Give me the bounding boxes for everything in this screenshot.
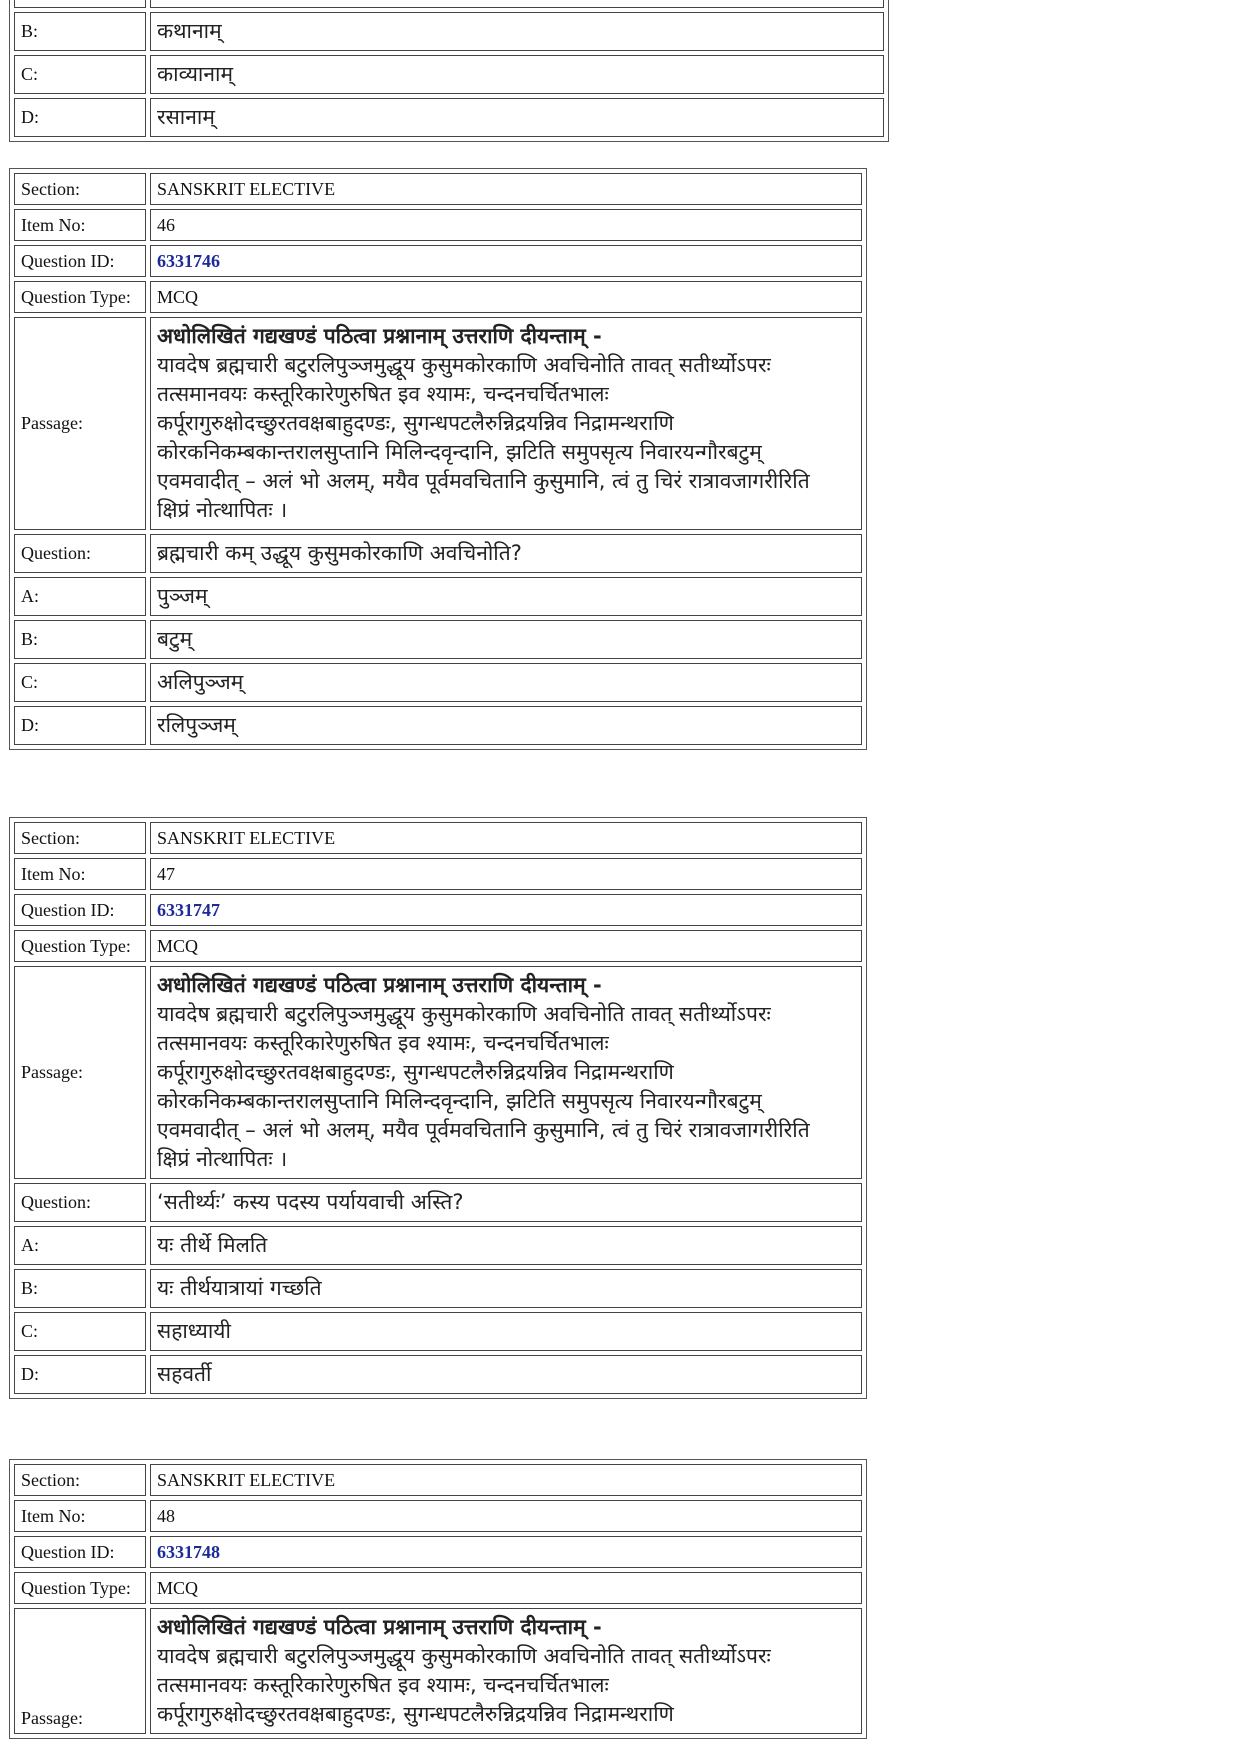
table-row: [14, 577, 862, 616]
section-label: Section:: [14, 1464, 146, 1496]
table-row: [14, 822, 862, 854]
option-b-label: B:: [14, 620, 146, 659]
table-row: [14, 706, 862, 745]
table-row: [14, 317, 862, 530]
question-label: Question:: [14, 534, 146, 573]
option-d-label: D:: [14, 1355, 146, 1394]
question-id-value: 6331747: [150, 894, 862, 926]
table-row: [14, 1183, 862, 1222]
table-row: [14, 1269, 862, 1308]
option-a-label: A:: [14, 577, 146, 616]
table-row: [14, 1500, 862, 1532]
passage-text: [150, 966, 862, 1179]
table-row: [14, 620, 862, 659]
question-id-label: Question ID:: [14, 1536, 146, 1568]
table-row: [14, 0, 884, 8]
option-a-label: A:: [14, 1226, 146, 1265]
table-row: [14, 12, 884, 51]
table-row: [14, 1355, 862, 1394]
table-row: [14, 663, 862, 702]
option-d-text: रसानाम्: [150, 98, 884, 137]
option-b-label: B:: [14, 1269, 146, 1308]
option-b-text: कथानाम्: [150, 12, 884, 51]
question-id-value: 6331748: [150, 1536, 862, 1568]
question-id-value: 6331746: [150, 245, 862, 277]
option-a-text: यः तीर्थे मिलति: [150, 1226, 862, 1265]
passage-instruction: अधोलिखितं गद्यखण्डं पठित्वा प्रश्नानाम् उत्तराणि दीयन्ताम् -: [157, 973, 602, 997]
option-b-label: B:: [14, 12, 146, 51]
passage-body: यावदेष ब्रह्मचारी बटुरलिपुञ्जमुद्धूय कुसुमकोरकाणि अवचिनोति तावत् सतीर्थ्योऽपरः तत्समानवयः कस्तूरिकारेणुरुषित इव श्यामः, चन्दनचर्चितभालः कर्पूरागुरुक्षोदच्छुरतवक्षबाहुदण्डः, सुगन्धपटलैरुन्निद्रयन्निव निद्रामन्थराणि कोरकनिकम्बकान्तरालसुप्तानि मिलिन्दवृन्दानि, झटिति समुपसृत्य निवारयन्गौरबटुम् एवमवादीत् – अलं भो अलम्, मयैव पूर्वमवचितानि कुसुमानि, त्वं तु चिरं रात्रावजागरीरिति क्षिप्रं नोत्थापितः ।: [157, 353, 810, 522]
field-label: [14, 0, 146, 8]
table-row: [14, 894, 862, 926]
option-b-text: यः तीर्थयात्रायां गच्छति: [150, 1269, 862, 1308]
option-c-text: काव्यानाम्: [150, 55, 884, 94]
option-c-text: सहाध्यायी: [150, 1312, 862, 1351]
table-row: [14, 55, 884, 94]
question-label: Question:: [14, 1183, 146, 1222]
option-c-label: C:: [14, 663, 146, 702]
option-d-label: D:: [14, 98, 146, 137]
table-row: [14, 534, 862, 573]
table-row: [14, 1536, 862, 1568]
option-d-text: रलिपुञ्जम्: [150, 706, 862, 745]
table-row: [14, 1572, 862, 1604]
table-row: [14, 966, 862, 1179]
passage-label: Passage:: [14, 966, 146, 1179]
option-d-label: D:: [14, 706, 146, 745]
option-d-text: सहवर्ती: [150, 1355, 862, 1394]
passage-text: [150, 317, 862, 530]
question-id-label: Question ID:: [14, 894, 146, 926]
table-row: [14, 98, 884, 137]
table-row: [14, 245, 862, 277]
table-row: [14, 930, 862, 962]
passage-label: Passage:: [14, 1608, 146, 1734]
field-value: [150, 0, 884, 8]
passage-instruction: अधोलिखितं गद्यखण्डं पठित्वा प्रश्नानाम् उत्तराणि दीयन्ताम् -: [157, 324, 602, 348]
item-no-label: Item No:: [14, 1500, 146, 1532]
question-table-prev: [9, 0, 889, 142]
option-b-text: बटुम्: [150, 620, 862, 659]
item-no-label: Item No:: [14, 858, 146, 890]
passage-label: Passage:: [14, 317, 146, 530]
table-row: [14, 858, 862, 890]
passage-text: [150, 1608, 862, 1734]
passage-instruction: अधोलिखितं गद्यखण्डं पठित्वा प्रश्नानाम् उत्तराणि दीयन्ताम् -: [157, 1615, 602, 1639]
question-type-value: MCQ: [150, 930, 862, 962]
passage-body: यावदेष ब्रह्मचारी बटुरलिपुञ्जमुद्धूय कुसुमकोरकाणि अवचिनोति तावत् सतीर्थ्योऽपरः तत्समानवयः कस्तूरिकारेणुरुषित इव श्यामः, चन्दनचर्चितभालः कर्पूरागुरुक्षोदच्छुरतवक्षबाहुदण्डः, सुगन्धपटलैरुन्निद्रयन्निव निद्रामन्थराणि: [157, 1644, 771, 1726]
table-row: [14, 1312, 862, 1351]
option-c-label: C:: [14, 55, 146, 94]
passage-body: यावदेष ब्रह्मचारी बटुरलिपुञ्जमुद्धूय कुसुमकोरकाणि अवचिनोति तावत् सतीर्थ्योऽपरः तत्समानवयः कस्तूरिकारेणुरुषित इव श्यामः, चन्दनचर्चितभालः कर्पूरागुरुक्षोदच्छुरतवक्षबाहुदण्डः, सुगन्धपटलैरुन्निद्रयन्निव निद्रामन्थराणि कोरकनिकम्बकान्तरालसुप्तानि मिलिन्दवृन्दानि, झटिति समुपसृत्य निवारयन्गौरबटुम् एवमवादीत् – अलं भो अलम्, मयैव पूर्वमवचितानि कुसुमानि, त्वं तु चिरं रात्रावजागरीरिति क्षिप्रं नोत्थापितः ।: [157, 1002, 810, 1171]
question-table-48: [9, 1459, 867, 1739]
item-no-value: 48: [150, 1500, 862, 1532]
option-c-label: C:: [14, 1312, 146, 1351]
option-a-text: पुञ्जम्: [150, 577, 862, 616]
table-row: [14, 173, 862, 205]
question-table-46: [9, 168, 867, 750]
section-label: Section:: [14, 173, 146, 205]
item-no-value: 46: [150, 209, 862, 241]
section-value: SANSKRIT ELECTIVE: [150, 1464, 862, 1496]
question-text: ‘सतीर्थ्यः’ कस्य पदस्य पर्यायवाची अस्ति?: [150, 1183, 862, 1222]
table-row: [14, 1464, 862, 1496]
table-row: [14, 281, 862, 313]
question-text: ब्रह्मचारी कम् उद्धूय कुसुमकोरकाणि अवचिनोति?: [150, 534, 862, 573]
section-value: SANSKRIT ELECTIVE: [150, 822, 862, 854]
question-type-value: MCQ: [150, 281, 862, 313]
table-row: [14, 209, 862, 241]
question-type-value: MCQ: [150, 1572, 862, 1604]
question-type-label: Question Type:: [14, 1572, 146, 1604]
table-row: [14, 1608, 862, 1734]
section-value: SANSKRIT ELECTIVE: [150, 173, 862, 205]
question-type-label: Question Type:: [14, 281, 146, 313]
question-table-47: [9, 817, 867, 1399]
question-id-label: Question ID:: [14, 245, 146, 277]
section-label: Section:: [14, 822, 146, 854]
option-c-text: अलिपुञ्जम्: [150, 663, 862, 702]
table-row: [14, 1226, 862, 1265]
item-no-label: Item No:: [14, 209, 146, 241]
item-no-value: 47: [150, 858, 862, 890]
question-type-label: Question Type:: [14, 930, 146, 962]
